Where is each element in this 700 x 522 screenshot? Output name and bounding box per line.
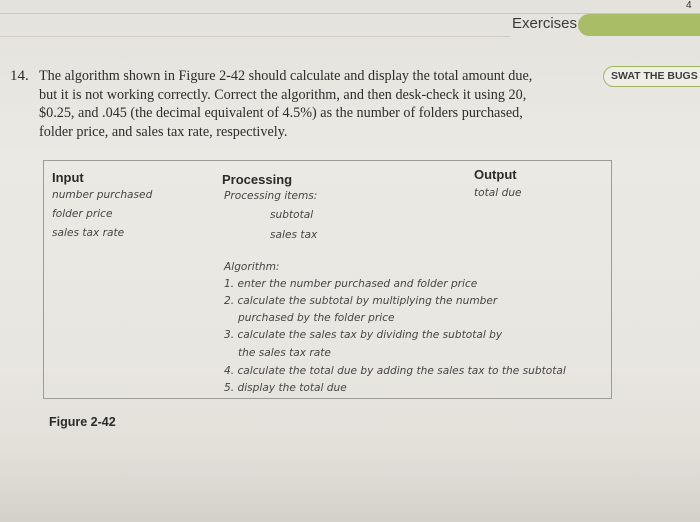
swat-the-bugs-badge: SWAT THE BUGS (603, 66, 700, 87)
algorithm-step: the sales tax rate (238, 347, 331, 359)
output-item: total due (474, 187, 522, 199)
exercise-number: 14. (10, 68, 29, 84)
input-item: sales tax rate (52, 227, 125, 239)
page-number: 4 (686, 0, 692, 11)
exercise-text (39, 67, 579, 141)
algorithm-step: 4. calculate the total due by adding the sales tax to the subtotal (224, 365, 566, 377)
output-heading: Output (474, 167, 517, 182)
algorithm-step: 5. display the total due (224, 382, 347, 394)
exercise-line: folder price, and sales tax rate, respectively. (39, 123, 288, 140)
algorithm-step: 2. calculate the subtotal by multiplying the number (224, 295, 498, 307)
exercise-line: $0.25, and .045 (the decimal equivalent of 4.5%) as the number of folders purchased, (39, 105, 523, 122)
processing-items-label: Processing items: (224, 190, 318, 202)
page-shadow (0, 450, 700, 522)
processing-item: sales tax (270, 229, 318, 241)
processing-item: subtotal (270, 209, 314, 221)
algorithm-heading: Algorithm: (224, 261, 280, 273)
processing-heading: Processing (222, 172, 293, 187)
exercise-line: but it is not working correctly. Correct the algorithm, and then desk-check it using 20, (39, 86, 527, 103)
input-item: number purchased (52, 189, 153, 201)
input-heading: Input (52, 170, 84, 185)
header-rule (0, 36, 510, 37)
figure-ipo-chart (43, 160, 612, 399)
algorithm-step: 1. enter the number purchased and folder price (224, 278, 478, 290)
figure-caption: Figure 2-42 (49, 415, 116, 429)
exercise-line: The algorithm shown in Figure 2-42 should calculate and display the total amount due, (39, 68, 533, 84)
algorithm-step: 3. calculate the sales tax by dividing the subtotal by (224, 329, 503, 341)
header-accent-tab (578, 14, 700, 36)
input-item: folder price (52, 208, 113, 220)
section-title: Exercises (512, 15, 578, 32)
algorithm-step: purchased by the folder price (238, 312, 395, 324)
